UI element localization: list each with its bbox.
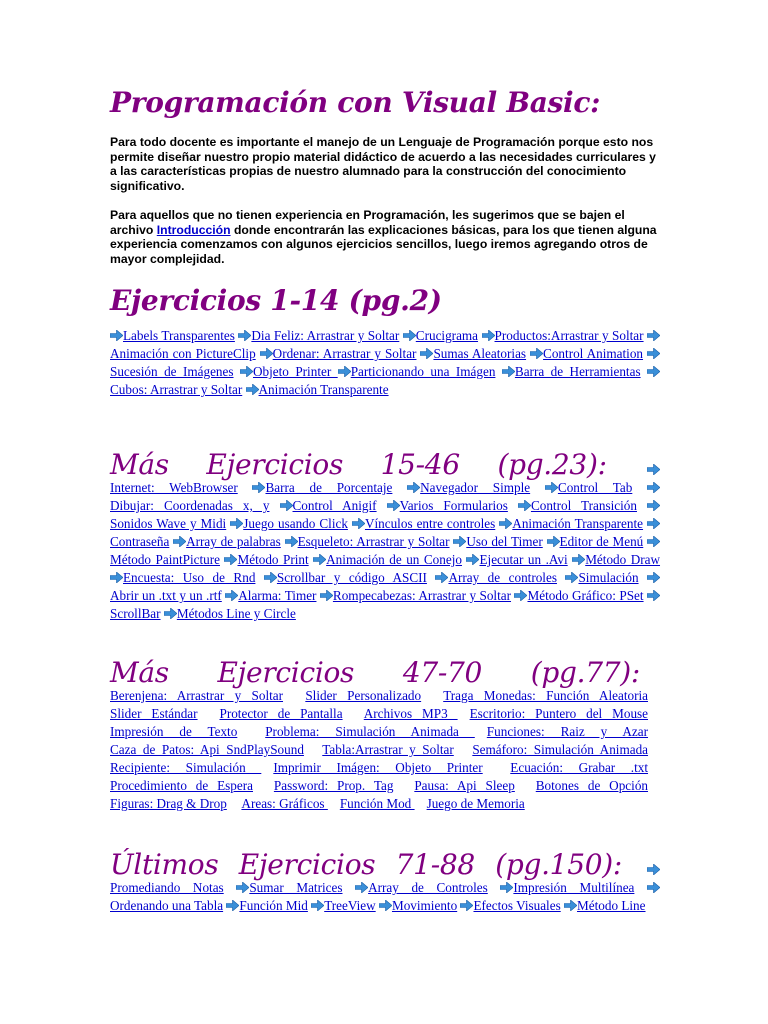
exercise-link[interactable]: Sumar Matrices (249, 880, 343, 895)
blue-arrow-icon[interactable] (420, 348, 433, 359)
exercise-link[interactable]: Dia Feliz: Arrastrar y Soltar (251, 328, 400, 343)
blue-arrow-icon[interactable] (647, 536, 660, 547)
exercise-link[interactable]: Objeto Printer (252, 364, 338, 379)
blue-arrow-icon[interactable] (173, 536, 186, 547)
exercise-link[interactable]: Botones de Opción (535, 778, 649, 793)
blue-arrow-icon[interactable] (226, 900, 239, 911)
exercise-link[interactable]: Crucigrama (415, 328, 479, 343)
link-list (110, 848, 660, 915)
exercise-link[interactable]: Control Tab (557, 480, 633, 495)
blue-arrow-icon[interactable] (565, 572, 578, 583)
blue-arrow-icon[interactable] (379, 900, 392, 911)
exercise-link[interactable]: Uso del Timer (466, 534, 543, 549)
blue-arrow-icon[interactable] (435, 572, 448, 583)
blue-arrow-icon[interactable] (647, 590, 660, 601)
exercise-link[interactable]: Funciones: Raiz y Azar (486, 724, 649, 739)
blue-arrow-icon[interactable] (647, 482, 660, 493)
blue-arrow-icon[interactable] (499, 518, 512, 529)
exercise-link[interactable]: Varios Formularios (399, 498, 508, 513)
exercise-link[interactable]: Protector de Pantalla (219, 706, 343, 721)
blue-arrow-icon[interactable] (564, 900, 577, 911)
exercise-link[interactable]: Scrollbar y código ASCII (276, 570, 427, 585)
section-2 (110, 448, 661, 623)
exercise-link[interactable]: Impresión Multilínea (513, 880, 635, 895)
exercise-link[interactable]: Archivos MP3 (363, 706, 458, 721)
blue-arrow-icon[interactable] (311, 900, 324, 911)
exercise-link[interactable]: Método PaintPicture (110, 552, 220, 567)
blue-arrow-icon[interactable] (387, 500, 400, 511)
exercise-link[interactable]: Ordenar: Arrastrar y Soltar (272, 346, 417, 361)
exercise-link[interactable]: Control Anigif (292, 498, 377, 513)
section-heading: Últimos Ejercicios 71-88 (pg.150): (110, 848, 622, 881)
blue-arrow-icon[interactable] (502, 366, 515, 377)
blue-arrow-icon[interactable] (647, 500, 660, 511)
exercise-link[interactable]: Encuesta: Uso de Rnd (123, 570, 256, 585)
exercise-link[interactable]: Ordenando una Tabla (110, 898, 224, 913)
exercise-link[interactable]: Tabla:Arrastrar y Soltar (322, 742, 454, 757)
blue-arrow-icon[interactable] (313, 554, 326, 565)
exercise-link[interactable]: Navegador Simple (420, 480, 531, 495)
blue-arrow-icon[interactable] (647, 330, 660, 341)
blue-arrow-icon[interactable] (514, 590, 527, 601)
section-heading: Ejercicios 1-14 (pg.2) (110, 284, 442, 317)
exercise-link[interactable]: Animación Transparente (258, 382, 389, 397)
exercise-link[interactable]: Animación Transparente (512, 516, 644, 531)
blue-arrow-icon[interactable] (236, 882, 249, 893)
exercise-link[interactable]: Función Mod (339, 796, 415, 811)
blue-arrow-icon[interactable] (460, 900, 473, 911)
exercise-link[interactable]: Dibujar: Coordenadas x, y (110, 498, 270, 513)
blue-arrow-icon[interactable] (647, 464, 660, 475)
introduccion-link[interactable]: Introducción (156, 222, 231, 237)
blue-arrow-icon[interactable] (110, 572, 123, 583)
exercise-link[interactable]: Ejecutar un .Avi (479, 552, 568, 567)
intro-text-before: Para aquellos que no tienen experiencia en Programación, les sugerimos que se bajen el archivo (110, 208, 625, 237)
exercise-link[interactable]: Array de controles (448, 570, 557, 585)
blue-arrow-icon[interactable] (338, 366, 351, 377)
exercise-link[interactable]: Control Transición (530, 498, 637, 513)
exercise-link[interactable]: Particionando una Imágen (350, 364, 496, 379)
blue-arrow-icon[interactable] (352, 518, 365, 529)
exercise-link[interactable]: Array de palabras (186, 534, 281, 549)
exercise-link[interactable]: Array de Controles (368, 880, 488, 895)
exercise-link[interactable]: Semáforo: Simulación Animada (472, 742, 649, 757)
exercise-link[interactable]: Rompecabezas: Arrastrar y Soltar (332, 588, 512, 603)
blue-arrow-icon[interactable] (285, 536, 298, 547)
exercise-link[interactable]: Figuras: Drag & Drop (110, 796, 227, 811)
exercise-link[interactable]: Método Gráfico: PSet (527, 588, 644, 603)
exercise-link[interactable]: Productos:Arrastrar y Soltar (494, 328, 644, 343)
blue-arrow-icon[interactable] (407, 482, 420, 493)
exercise-link[interactable]: Editor de Menú (559, 534, 644, 549)
blue-arrow-icon[interactable] (224, 554, 237, 565)
exercise-link[interactable]: Efectos Visuales (473, 898, 561, 913)
exercise-link[interactable]: Caza de Patos: Api SndPlaySound (110, 742, 304, 757)
exercise-link[interactable]: Password: Prop. Tag (273, 778, 394, 793)
exercise-link[interactable]: Función Mid (239, 898, 308, 913)
section-1 (110, 284, 660, 399)
blue-arrow-icon[interactable] (500, 882, 513, 893)
exercise-link[interactable]: TreeView (324, 898, 376, 913)
blue-arrow-icon[interactable] (453, 536, 466, 547)
intro-text-after: donde encontrarán las explicaciones básicas, para los que tienen alguna experiencia comenzamos con algunos ejercicios sencillos, luego iremos agregando otros de mayor complejidad. (110, 222, 657, 266)
blue-arrow-icon[interactable] (355, 882, 368, 893)
exercise-link[interactable]: Procedimiento de Espera (110, 778, 253, 793)
exercise-link[interactable]: Sumas Aleatorias (433, 346, 527, 361)
blue-arrow-icon[interactable] (110, 330, 123, 341)
exercise-link[interactable]: Control Animation (543, 346, 644, 361)
blue-arrow-icon[interactable] (545, 482, 558, 493)
exercise-link[interactable]: ScrollBar (110, 606, 161, 621)
blue-arrow-icon[interactable] (647, 572, 660, 583)
exercise-link[interactable]: Barra de Herramientas (514, 364, 641, 379)
blue-arrow-icon[interactable] (647, 882, 660, 893)
blue-arrow-icon[interactable] (647, 366, 660, 377)
exercise-link[interactable]: Alarma: Timer (238, 588, 317, 603)
blue-arrow-icon[interactable] (647, 864, 660, 875)
exercise-link[interactable]: Sonidos Wave y Midi (110, 516, 227, 531)
blue-arrow-icon[interactable] (164, 608, 177, 619)
section-heading: Más Ejercicios 47-70 (pg.77): (110, 656, 640, 689)
blue-arrow-icon[interactable] (240, 366, 253, 377)
exercise-link[interactable]: Movimiento (391, 898, 458, 913)
blue-arrow-icon[interactable] (280, 500, 293, 511)
exercise-link[interactable]: Promediando Notas (110, 880, 224, 895)
blue-arrow-icon[interactable] (482, 330, 495, 341)
link-list (110, 656, 660, 813)
blue-arrow-icon[interactable] (260, 348, 273, 359)
blue-arrow-icon[interactable] (264, 572, 277, 583)
section-heading: Más Ejercicios 15-46 (pg.23): (110, 448, 607, 481)
exercise-link[interactable]: Abrir un .txt y un .rtf (110, 588, 222, 603)
exercise-link[interactable]: Cubos: Arrastrar y Soltar (110, 382, 243, 397)
page-title: Programación con Visual Basic: (110, 86, 601, 119)
link-list (110, 327, 660, 399)
blue-arrow-icon[interactable] (572, 554, 585, 565)
exercise-link[interactable]: Juego usando Click (243, 516, 348, 531)
exercise-link[interactable]: Método Draw (585, 552, 661, 567)
exercise-link[interactable]: Ecuación: Grabar .txt (510, 760, 649, 775)
exercise-link[interactable]: Simulación (578, 570, 639, 585)
blue-arrow-icon[interactable] (320, 590, 333, 601)
exercise-link[interactable]: Esqueleto: Arrastrar y Soltar (297, 534, 450, 549)
exercise-link[interactable]: Internet: WebBrowser (110, 480, 238, 495)
blue-arrow-icon[interactable] (530, 348, 543, 359)
blue-arrow-icon[interactable] (647, 348, 660, 359)
exercise-link[interactable]: Slider Personalizado (305, 688, 422, 703)
blue-arrow-icon[interactable] (403, 330, 416, 341)
exercise-link[interactable]: Sucesión de Imágenes (110, 364, 234, 379)
section-4 (110, 848, 660, 915)
exercise-link[interactable]: Métodos Line y Circle (176, 606, 296, 621)
blue-arrow-icon[interactable] (230, 518, 243, 529)
blue-arrow-icon[interactable] (252, 482, 265, 493)
exercise-link[interactable]: Imprimir Imágen: Objeto Printer (273, 760, 483, 775)
exercise-link[interactable]: Contraseña (110, 534, 170, 549)
blue-arrow-icon[interactable] (238, 330, 251, 341)
blue-arrow-icon[interactable] (647, 518, 660, 529)
exercise-link[interactable]: Animación de un Conejo (326, 552, 462, 567)
exercise-link[interactable]: Traga Monedas: Función Aleatoria (443, 688, 648, 703)
intro-paragraph-1: Para todo docente es importante el manejo de un Lenguaje de Programación porque esto nos permite diseñar nuestro propio material didáctico de acuerdo a las necesidades curriculares y a las características propias de nuestro alumnado para la construcción del conocimiento significativo. (110, 135, 656, 193)
exercise-link[interactable]: Método Line (577, 898, 646, 913)
exercise-link[interactable]: Slider Estándar (110, 706, 198, 721)
link-list (110, 448, 661, 623)
section-3 (110, 656, 660, 813)
blue-arrow-icon[interactable] (518, 500, 531, 511)
exercise-link[interactable]: Barra de Porcentaje (265, 480, 393, 495)
exercise-link[interactable]: Vínculos entre controles (364, 516, 496, 531)
exercise-link[interactable]: Pausa: Api Sleep (414, 778, 515, 793)
exercise-link[interactable]: Labels Transparentes (123, 328, 235, 343)
intro-paragraph-2 (110, 208, 660, 266)
blue-arrow-icon[interactable] (466, 554, 479, 565)
exercise-link[interactable]: Problema: Simulación Animada (265, 724, 475, 739)
blue-arrow-icon[interactable] (225, 590, 238, 601)
exercise-link[interactable]: Método Print (237, 552, 309, 567)
exercise-link[interactable]: Impresión de Texto (110, 724, 238, 739)
exercise-link[interactable]: Areas: Gráficos (241, 796, 328, 811)
exercise-link[interactable]: Berenjena: Arrastrar y Soltar (110, 688, 284, 703)
blue-arrow-icon[interactable] (246, 384, 259, 395)
blue-arrow-icon[interactable] (547, 536, 560, 547)
exercise-link[interactable]: Escritorio: Puntero del Mouse (469, 706, 649, 721)
exercise-link[interactable]: Juego de Memoria (426, 796, 525, 811)
exercise-link[interactable]: Recipiente: Simulación (110, 760, 262, 775)
exercise-link[interactable]: Animación con PictureClip (110, 346, 256, 361)
